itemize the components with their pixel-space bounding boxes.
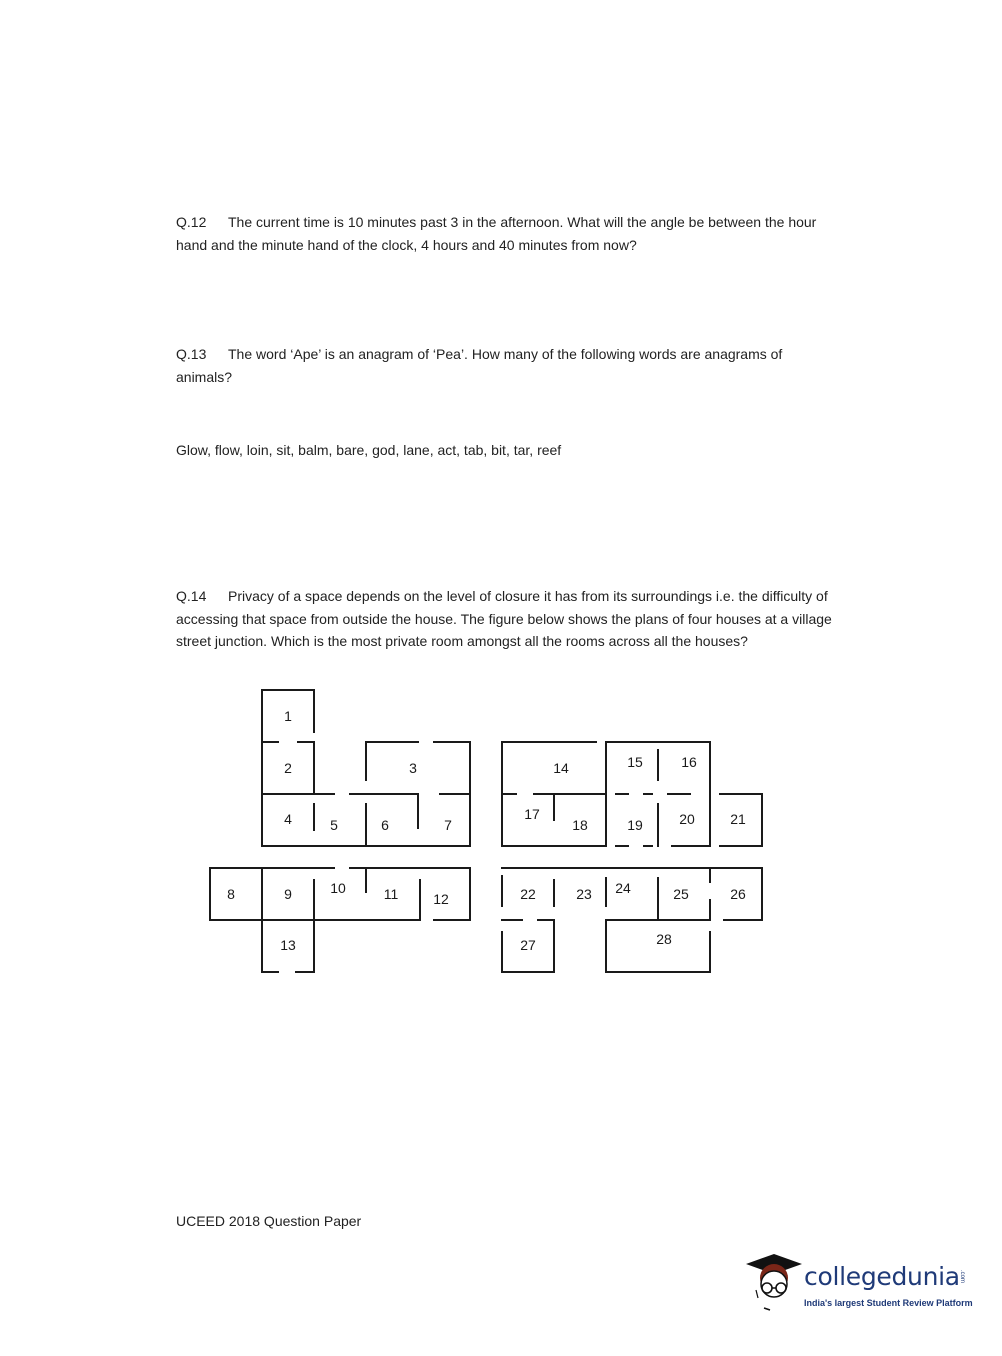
- logo-suffix: .com: [959, 1270, 965, 1284]
- room-label: 26: [730, 886, 746, 902]
- room-label: 13: [280, 937, 296, 953]
- room-label: 2: [284, 760, 292, 776]
- room-label: 11: [383, 886, 399, 902]
- room-label: 8: [227, 886, 235, 902]
- room-label: 22: [520, 886, 536, 902]
- question-text: The word ‘Ape’ is an anagram of ‘Pea’. How many of the following words are anagrams of animals?: [176, 346, 783, 385]
- room-label: 16: [681, 754, 697, 770]
- room-label: 27: [520, 937, 536, 953]
- question-number: Q.12: [176, 214, 207, 230]
- room-label: 10: [330, 880, 346, 896]
- word-list: Glow, flow, loin, sit, balm, bare, god, lane, act, tab, bit, tar, reef: [176, 442, 562, 458]
- logo-tagline: India's largest Student Review Platform: [804, 1298, 973, 1308]
- room-label: 1: [284, 708, 292, 724]
- room-label: 19: [627, 817, 643, 833]
- room-label: 9: [284, 886, 292, 902]
- room-label: 12: [433, 891, 449, 907]
- room-label: 21: [730, 811, 746, 827]
- question-text: Privacy of a space depends on the level of closure it has from its surroundings i.e. the difficulty of accessing that space from outside the house. The figure below shows the plans of four houses at a village street junction. Which is the most private room amongst all the rooms across all the houses?: [176, 588, 832, 649]
- room-label: 25: [673, 886, 689, 902]
- logo-wordmark: collegedunia: [804, 1262, 960, 1291]
- room-label: 6: [381, 817, 389, 833]
- question-number: Q.13: [176, 346, 207, 362]
- room-label: 3: [409, 760, 417, 776]
- room-label: 28: [656, 931, 672, 947]
- room-label: 5: [330, 817, 338, 833]
- room-labels: [227, 708, 746, 953]
- footer-text: UCEED 2018 Question Paper: [176, 1213, 362, 1229]
- room-label: 24: [615, 880, 631, 896]
- room-label: 4: [284, 811, 292, 827]
- room-label: 7: [444, 817, 452, 833]
- plan-walls: [210, 690, 762, 972]
- room-label: 18: [572, 817, 588, 833]
- room-label: 20: [679, 811, 695, 827]
- question-text: The current time is 10 minutes past 3 in the afternoon. What will the angle be between the hour hand and the minute hand of the clock, 4 hours and 40 minutes from now?: [176, 214, 817, 253]
- room-label: 17: [524, 806, 540, 822]
- question-number: Q.14: [176, 588, 207, 604]
- room-label: 14: [553, 760, 569, 776]
- room-label: 15: [627, 754, 643, 770]
- room-label: 23: [576, 886, 592, 902]
